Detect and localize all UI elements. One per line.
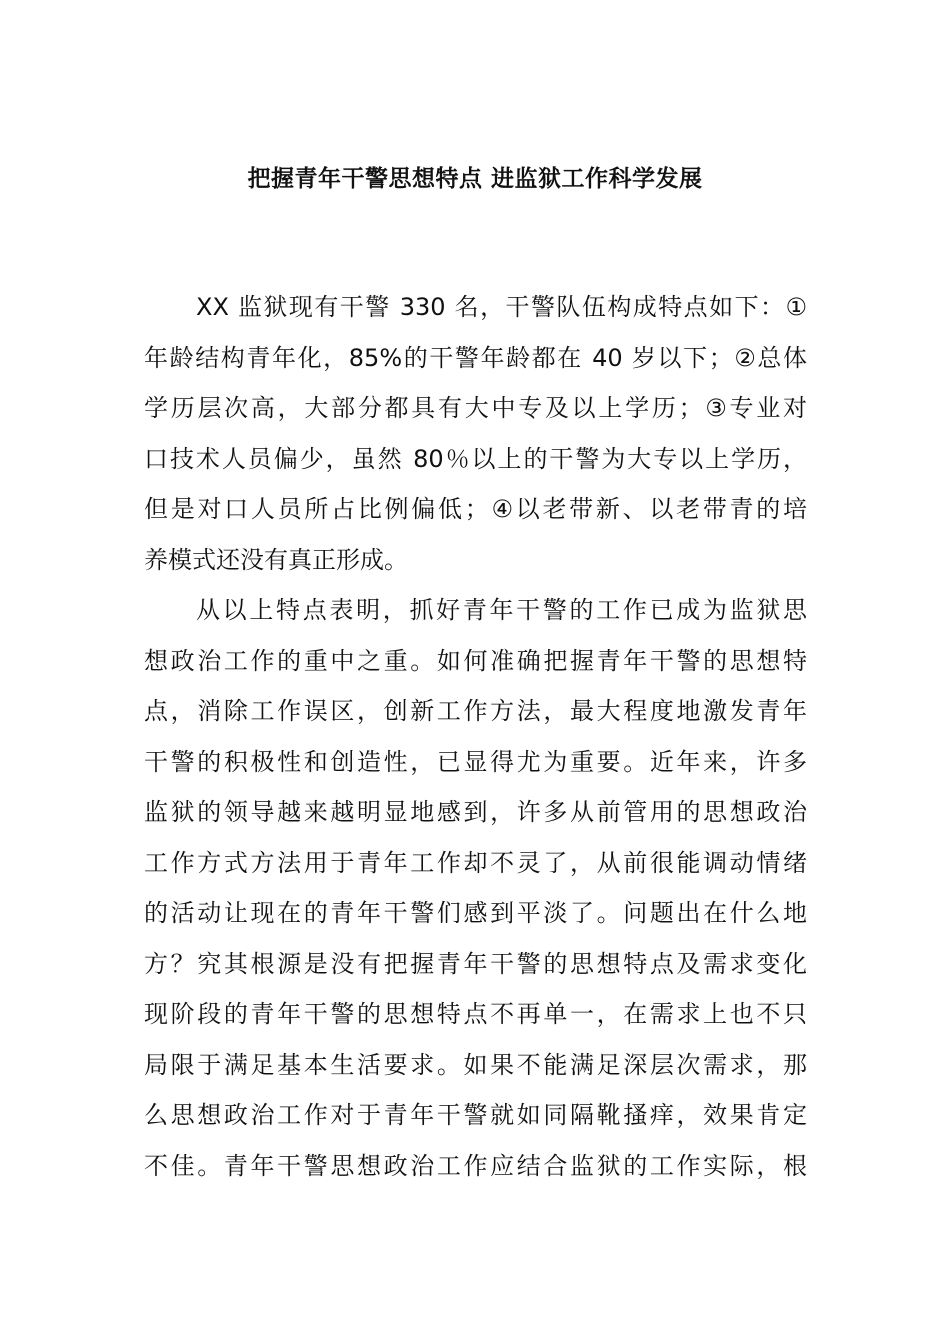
paragraph-2-line-9: 现阶段的青年干警的思想特点不再单一，在需求上也不只 (144, 1000, 807, 1028)
paragraph-2-line-12: 不佳。青年干警思想政治工作应结合监狱的工作实际，根 (144, 1151, 807, 1180)
paragraph-1-line-1: XX 监狱现有干警 330 名，干警队伍构成特点如下：① (196, 293, 807, 321)
paragraph-2-line-8: 方？究其根源是没有把握青年干警的思想特点及需求变化 (144, 949, 807, 978)
document-body (144, 282, 807, 1191)
paragraph-1-line-6: 养模式还没有真正形成。 (144, 545, 408, 574)
paragraph-2-line-10: 局限于满足基本生活要求。如果不能满足深层次需求，那 (144, 1050, 807, 1079)
paragraph-2-line-11: 么思想政治工作对于青年干警就如同隔靴搔痒，效果肯定 (144, 1101, 807, 1129)
paragraph-2-line-5: 监狱的领导越来越明显地感到，许多从前管用的思想政治 (144, 798, 807, 826)
paragraph-1-line-2: 年龄结构青年化，85%的干警年龄都在 40 岁以下；②总体 (144, 343, 807, 372)
document-title: 把握青年干警思想特点 进监狱工作科学发展 (247, 166, 703, 192)
paragraph-2-line-1: 从以上特点表明，抓好青年干警的工作已成为监狱思 (196, 596, 807, 624)
paragraph-2-line-2: 想政治工作的重中之重。如何准确把握青年干警的思想特 (144, 646, 807, 675)
paragraph-2-line-7: 的活动让现在的青年干警们感到平淡了。问题出在什么地 (144, 899, 807, 927)
paragraph-1-line-5: 但是对口人员所占比例偏低；④以老带新、以老带青的培 (144, 495, 807, 523)
paragraph-2-line-6: 工作方式方法用于青年工作却不灵了，从前很能调动情绪 (144, 848, 807, 877)
paragraph-1-line-4: 口技术人员偏少，虽然 80％以上的干警为大专以上学历， (144, 444, 807, 473)
paragraph-2-line-4: 干警的积极性和创造性，已显得尤为重要。近年来，许多 (144, 747, 807, 776)
paragraph-1-line-3: 学历层次高，大部分都具有大中专及以上学历；③专业对 (144, 394, 807, 422)
paragraph-2-line-3: 点，消除工作误区，创新工作方法，最大程度地激发青年 (144, 697, 807, 725)
